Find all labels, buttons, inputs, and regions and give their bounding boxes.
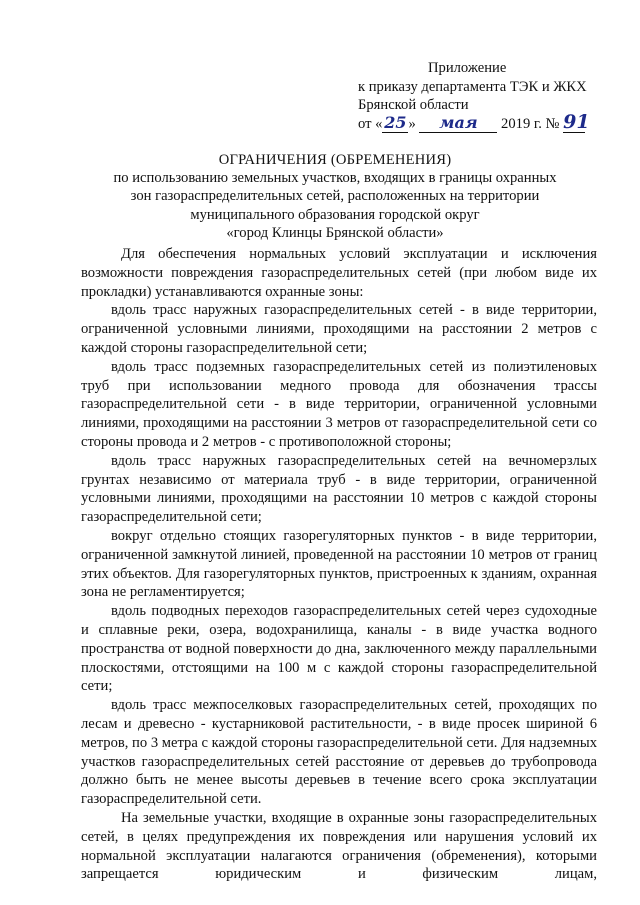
title-heading: ОГРАНИЧЕНИЯ (ОБРЕМЕНЕНИЯ) [218,152,452,168]
order-date-line [358,110,618,134]
paragraph-permafrost-networks: вдоль трасс наружных газораспределительных сетей на вечномерзлых грунтах независимо от материала труб - в виде территории, ограниченной условными линиями, проходящими на расстоянии 10 метров с каждой стороны газораспределительной сети; [81,452,597,526]
date-quote-close: » [408,115,416,132]
paragraph-restrictions: На земельные участки, входящие в охранные зоны газораспределительных сетей, в целях предупреждения их повреждения или нарушения условий их нормальной эксплуатации налагаются ограничения (обременения), которыми запрещается юридическим и физическим лицам, [81,809,597,883]
handwritten-order-number: 91 [563,110,590,133]
order-year: 2019 г. № [501,115,560,132]
title-line-1: по использованию земельных участков, входящих в границы охранных [113,170,557,187]
handwritten-day: 25 [384,112,407,132]
paragraph-outdoor-networks: вдоль трасс наружных газораспределительных сетей - в виде территории, ограниченной условными линиями, проходящими на расстоянии 2 метров с каждой стороны газораспределительной сети; [81,302,597,356]
appendix-header [358,59,618,133]
region-name: Брянской области [358,97,469,113]
paragraph-underwater-crossings: вдоль подводных переходов газораспределительных сетей через судоходные и сплавные реки, озера, водохранилища, каналы - в виде участка водного пространства от водной поверхности до дна, заключенного между параллельными плоскостями, отстоящими на 100 м с каждой стороны газораспределительной сети; [81,603,597,695]
handwritten-month: мая [419,115,497,133]
paragraph-underground-networks: вдоль трасс подземных газораспределительных сетей из полиэтиленовых труб при использовании медного провода для обозначения трассы газораспределительной сети - в виде территории, ограниченной условными линиями, проходящими на расстоянии 3 метров от газораспределительной сети со стороны провода и 2 метров - с противоположной стороны; [81,358,597,450]
paragraph-regulator-points: вокруг отдельно стоящих газорегуляторных пунктов - в виде территории, ограниченной замкнутой линией, проведенной на расстоянии 10 метров от границ этих объектов. Для газорегуляторных пунктов, пристроенных к зданиям, охранная зона не регламентируется; [81,527,597,601]
paragraph-intro: Для обеспечения нормальных условий эксплуатации и исключения возможности повреждения газораспределительных сетей (при любом виде их прокладки) устанавливаются охранные зоны: [81,246,597,300]
date-prefix: от « [358,115,383,132]
document-body [81,245,597,884]
title-line-3: муниципального образования городской округ [190,206,480,223]
order-reference: к приказу департамента ТЭК и ЖКХ [358,78,587,95]
title-line-2: зон газораспределительных сетей, расположенных на территории [130,188,540,205]
title-line-4: «город Клинцы Брянской области» [226,224,444,241]
document-title [90,151,580,242]
appendix-label: Приложение [428,60,507,76]
paragraph-forest-networks: вдоль трасс межпоселковых газораспределительных сетей, проходящих по лесам и древесно - кустарниковой растительности, - в виде просек шириной 6 метров, по 3 метра с каждой стороны газораспределительной сети. Для надземных участков газораспределительных сетей расстояние от деревьев до трубопровода должно быть не менее высоты деревьев в течение всего срока эксплуатации газораспределительной сети. [81,697,597,808]
